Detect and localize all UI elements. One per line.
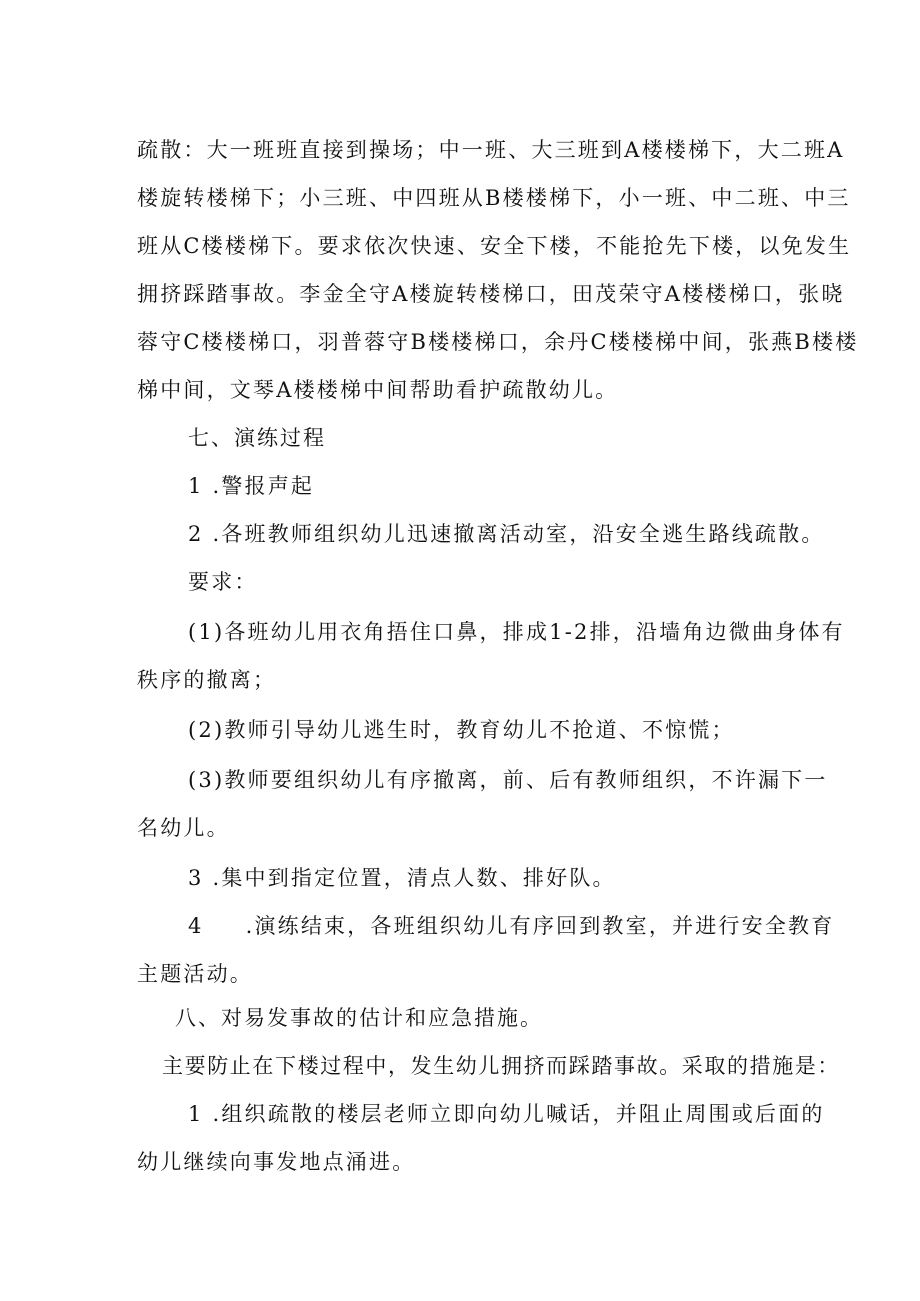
step-text: .各班教师组织幼儿迅速撤离活动室，沿安全逃生路线疏散。 [212,522,825,546]
step-4-continuation: 主题活动。 [137,962,253,986]
paragraph-line: 梯中间，文琴A楼楼梯中间帮助看护疏散幼儿。 [137,378,619,402]
step-text: .集中到指定位置，清点人数、排好队。 [212,866,616,890]
step-number: 3 [188,866,204,890]
step-4 [188,911,834,941]
section-8-intro: 主要防止在下楼过程中，发生幼儿拥挤而踩踏事故。采取的措施是： [162,1054,840,1078]
step-number: 1 [188,474,204,498]
step-number: 4 [188,914,204,938]
step-3 [188,863,616,893]
paragraph-line: 疏散：大一班班直接到操场；中一班、大三班到A楼楼梯下，大二班A [137,138,845,162]
step-text: .警报声起 [212,474,315,498]
measure-1-continuation: 幼儿继续向事发地点涌进。 [137,1150,416,1174]
requirement-3-line: (3)教师要组织幼儿有序撤离，前、后有教师组织，不许漏下一 [188,768,828,792]
step-text: .组织疏散的楼层老师立即向幼儿喊话，并阻止周围或后面的 [212,1102,825,1126]
step-1 [188,471,314,501]
step-number: 2 [188,522,204,546]
section-heading-8: 八、对易发事故的估计和应急措施。 [175,1006,543,1030]
paragraph-line: 蓉守C楼楼梯口，羽普蓉守B楼楼梯口，余丹C楼楼梯中间，张燕B楼楼 [137,330,859,354]
requirement-1-line: (1)各班幼儿用衣角捂住口鼻，排成1-2排，沿墙角边微曲身体有 [188,620,845,644]
section-heading-7: 七、演练过程 [188,426,326,450]
requirement-3-line: 名幼儿。 [137,816,230,840]
step-2 [188,519,825,549]
measure-1 [188,1099,825,1129]
step-number: 1 [188,1102,204,1126]
paragraph-line: 拥挤踩踏事故。李金全守A楼旋转楼梯口，田茂荣守A楼楼梯口，张晓 [137,282,845,306]
requirement-2-line: (2)教师引导幼儿逃生时，教育幼儿不抢道、不惊慌； [188,718,735,742]
paragraph-line: 班从C楼楼梯下。要求依次快速、安全下楼，不能抢先下楼，以免发生 [137,234,852,258]
step-text: .演练结束，各班组织幼儿有序回到教室，并进行安全教育 [245,914,835,938]
requirements-label: 要求： [188,570,258,594]
requirement-1-line: 秩序的撤离； [137,668,277,692]
paragraph-line: 楼旋转楼梯下；小三班、中四班从B楼楼梯下，小一班、中二班、中三 [137,186,851,210]
